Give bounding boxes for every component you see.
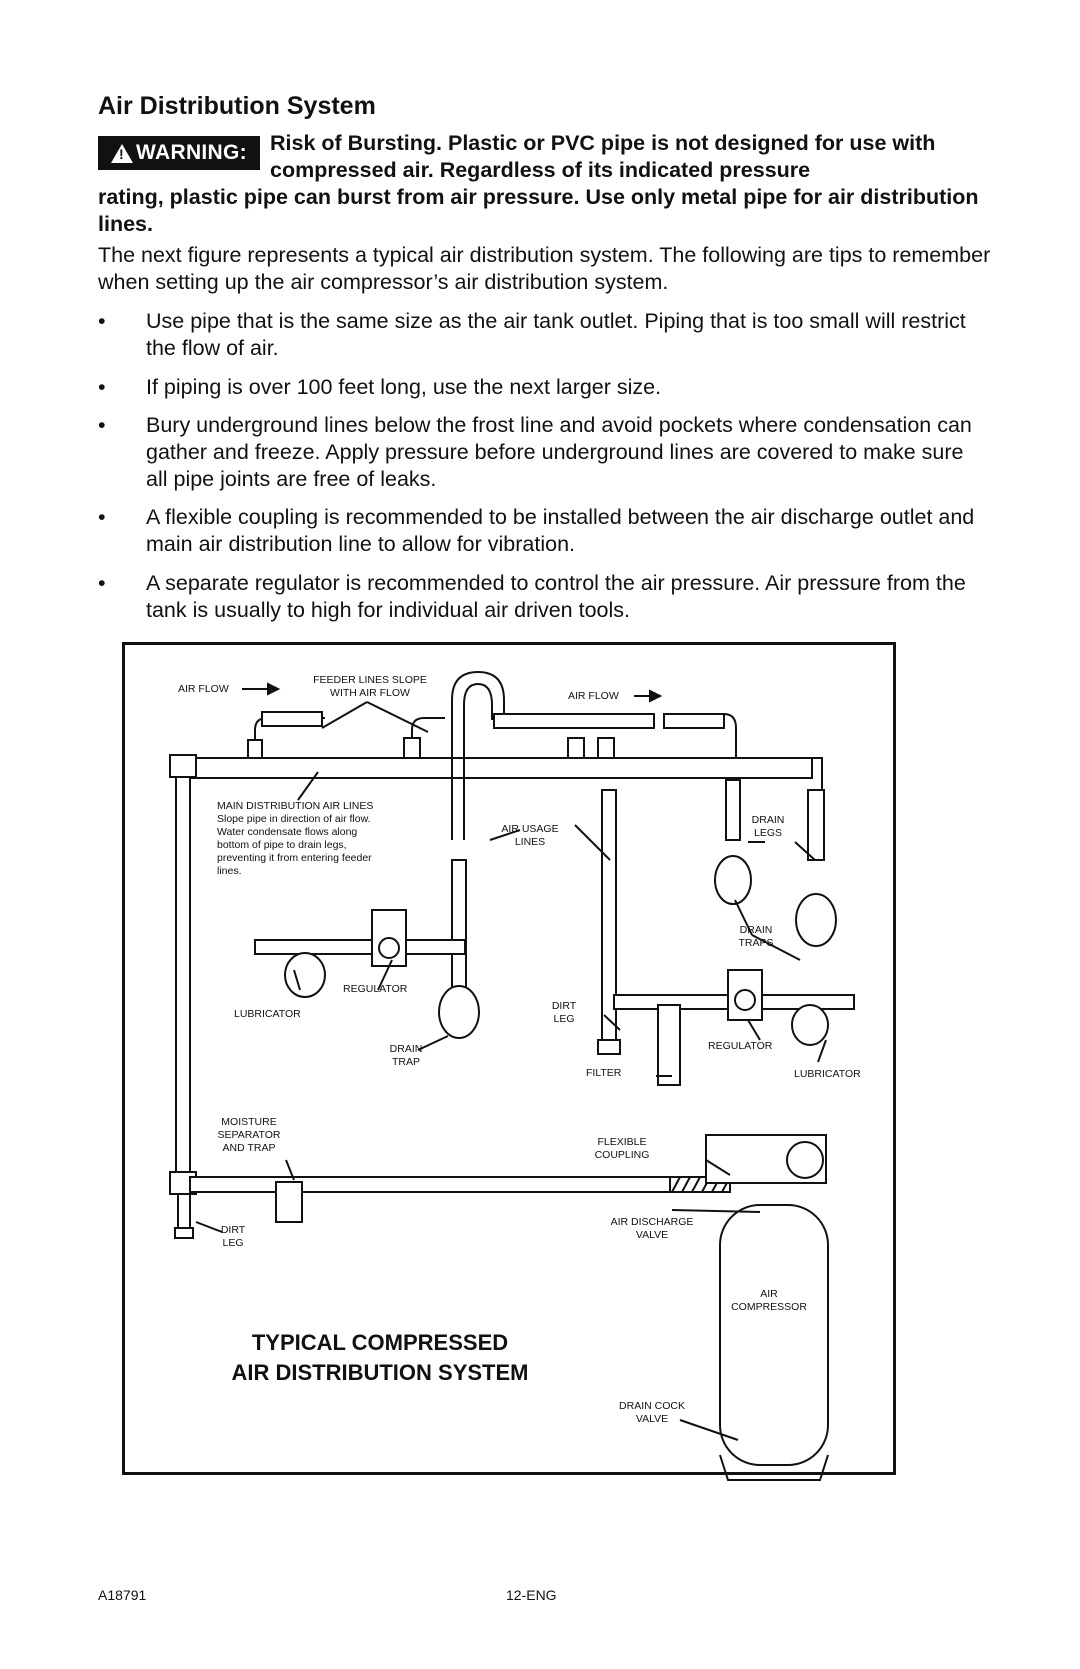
label-main-distribution: MAIN DISTRIBUTION AIR LINES Slope pipe in direction of air flow. Water condensate flows along bottom of pipe to drain legs, preventing it from entering feeder lines. bbox=[217, 800, 374, 877]
label-filter: FILTER bbox=[586, 1067, 622, 1079]
filter-body bbox=[658, 1005, 680, 1085]
bullet-text: A separate regulator is recommended to control the air pressure. Air pressure from the tank is usually to high for individual air driven tools. bbox=[146, 571, 966, 622]
label-feeder-lines: FEEDER LINES SLOPE WITH AIR FLOW bbox=[313, 674, 427, 699]
label-moisture-separator: MOISTURE SEPARATOR AND TRAP bbox=[217, 1116, 281, 1154]
figure-title-line2: AIR DISTRIBUTION SYSTEM bbox=[231, 1360, 529, 1385]
bottom-feed-pipe bbox=[190, 1177, 730, 1192]
intro-paragraph: The next figure represents a typical air distribution system. The following are tips to remember when setting up the air compressor’s air distribution system. bbox=[98, 243, 991, 294]
lubricator-left bbox=[285, 953, 325, 997]
gooseneck-pipe bbox=[452, 672, 504, 840]
label-drain-cock: DRAIN COCK VALVE bbox=[619, 1400, 685, 1425]
bullet-dot: • bbox=[98, 413, 106, 437]
label-dirt-leg-bottom: DIRT LEG bbox=[220, 1224, 246, 1249]
label-lubricator-left: LUBRICATOR bbox=[234, 1008, 301, 1020]
figure-title bbox=[190, 1328, 570, 1388]
bullet-text: If piping is over 100 feet long, use the next larger size. bbox=[146, 375, 662, 399]
bullet-dot: • bbox=[98, 375, 106, 399]
bullet-dot: • bbox=[98, 571, 106, 595]
label-drain-legs: DRAIN LEGS bbox=[751, 814, 785, 839]
label-lubricator-right: LUBRICATOR bbox=[794, 1068, 861, 1080]
drain-trap-left bbox=[439, 986, 479, 1038]
label-regulator-right: REGULATOR bbox=[708, 1040, 773, 1052]
bullet-dot: • bbox=[98, 309, 106, 333]
label-regulator-left: REGULATOR bbox=[343, 983, 408, 995]
label-drain-trap: DRAIN TRAP bbox=[389, 1043, 423, 1068]
label-air-discharge: AIR DISCHARGE VALVE bbox=[610, 1216, 694, 1241]
label-dirt-leg-mid: DIRT LEG bbox=[551, 1000, 577, 1025]
footer-code: A18791 bbox=[98, 1587, 147, 1603]
bullet-text: Bury underground lines below the frost line and avoid pockets where condensation can gather and freeze. Apply pressure before underground lines are covered to make sure all pipe joints are free of leaks. bbox=[146, 413, 972, 491]
figure-title-line1: TYPICAL COMPRESSED bbox=[251, 1330, 509, 1355]
air-usage-line bbox=[602, 790, 616, 1050]
left-vertical-pipe bbox=[176, 770, 190, 1190]
lubricator-right bbox=[792, 1005, 828, 1045]
warning-text-line2: rating, plastic pipe can burst from air pressure. Use only metal pipe for air distribution lines. bbox=[98, 185, 979, 236]
warning-text-line1: Risk of Bursting. Plastic or PVC pipe is not designed for use with compressed air. Regardless of its indicated pressure bbox=[270, 131, 936, 182]
drain-trap-right-2 bbox=[796, 894, 836, 946]
air-compressor-tank bbox=[720, 1205, 828, 1465]
bullet-text: A flexible coupling is recommended to be installed between the air discharge outlet and main air distribution line to allow for vibration. bbox=[146, 505, 975, 556]
bullet-text: Use pipe that is the same size as the air tank outlet. Piping that is too small will restrict the flow of air. bbox=[146, 309, 966, 360]
label-air-compressor: AIR COMPRESSOR bbox=[731, 1288, 807, 1313]
label-flexible-coupling: FLEXIBLE COUPLING bbox=[594, 1136, 650, 1161]
label-air-flow-right: AIR FLOW bbox=[568, 690, 619, 702]
main-distribution-pipe bbox=[182, 758, 812, 778]
moisture-separator bbox=[276, 1182, 302, 1222]
warning-badge-label: WARNING: bbox=[136, 141, 247, 164]
label-air-flow-left: AIR FLOW bbox=[178, 683, 229, 695]
page-heading: Air Distribution System bbox=[98, 92, 376, 120]
footer-page: 12-ENG bbox=[506, 1587, 557, 1603]
label-drain-traps: DRAIN TRAPS bbox=[738, 924, 774, 949]
label-air-usage: AIR USAGE LINES bbox=[501, 823, 559, 848]
drain-trap-right-1 bbox=[715, 856, 751, 904]
bullet-dot: • bbox=[98, 505, 106, 529]
